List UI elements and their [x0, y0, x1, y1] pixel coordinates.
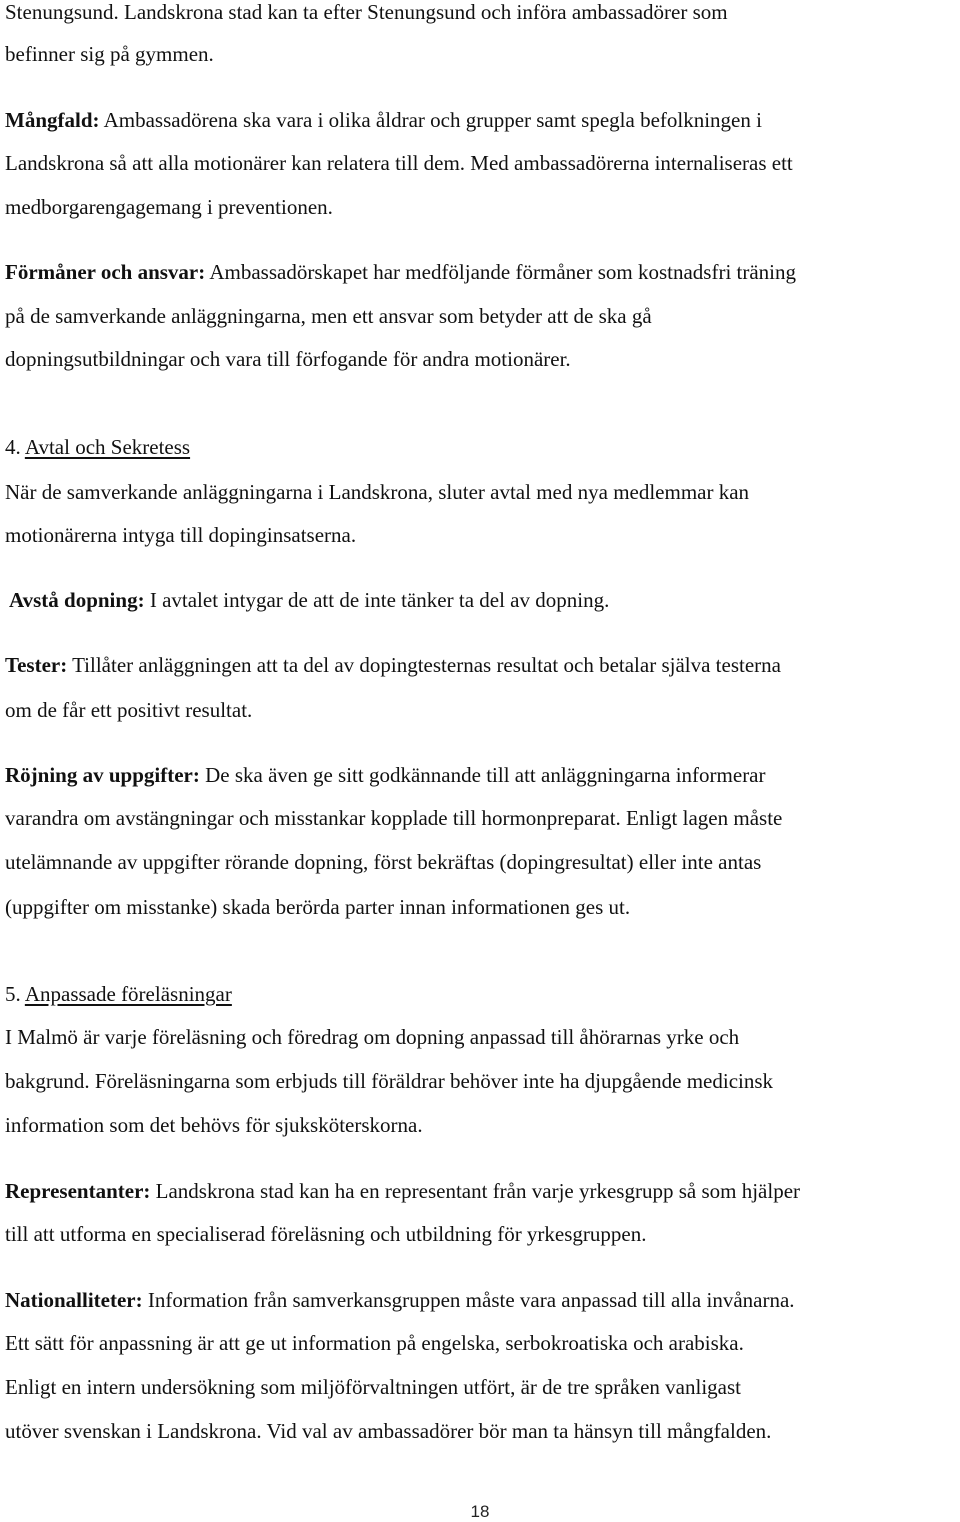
paragraph-line	[5, 765, 766, 786]
paragraph-line: utelämnande av uppgifter rörande dopning, först bekräftas (dopingresultat) eller inte antas	[5, 850, 762, 874]
paragraph-line: varandra om avstängningar och misstankar kopplade till hormonpreparat. Enligt lagen måste	[5, 806, 783, 830]
section-heading	[5, 984, 232, 1005]
paragraph-line	[5, 1181, 800, 1202]
paragraph-line: motionärerna intyga till dopinginsatserna.	[5, 523, 357, 547]
nationalliteter-heading: Nationalliteter:	[5, 1288, 143, 1312]
paragraph-line	[5, 262, 796, 283]
section-title: Anpassade föreläsningar	[24, 982, 232, 1006]
paragraph-line: om de får ett positivt resultat.	[5, 698, 253, 722]
paragraph-line: befinner sig på gymmen.	[5, 42, 214, 66]
tester-heading: Tester:	[5, 653, 68, 677]
paragraph-line: I Malmö är varje föreläsning och föredrag om dopning anpassad till åhörarnas yrke och	[5, 1025, 740, 1049]
page-number: 18	[470, 1502, 490, 1521]
paragraph-text: Tillåter anläggningen att ta del av dopingtesternas resultat och betalar själva testerna	[67, 653, 781, 677]
paragraph-text: Landskrona stad kan ha en representant från varje yrkesgrupp så som hjälper	[150, 1179, 801, 1203]
paragraph-line	[9, 590, 609, 611]
paragraph-text: Ambassadörena ska vara i olika åldrar och grupper samt spegla befolkningen i	[99, 108, 762, 132]
paragraph-line: information som det behövs för sjuksköterskorna.	[5, 1113, 423, 1137]
paragraph-text: I avtalet intygar de att de inte tänker ta del av dopning.	[144, 588, 610, 612]
mangfald-heading: Mångfald:	[5, 108, 100, 132]
paragraph-line: Stenungsund. Landskrona stad kan ta efter Stenungsund och införa ambassadörer som	[5, 0, 728, 24]
section-title: Avtal och Sekretess	[24, 435, 191, 459]
paragraph-line: till att utforma en specialiserad föreläsning och utbildning för yrkesgruppen.	[5, 1222, 647, 1246]
paragraph-text: Ambassadörskapet har medföljande förmåner som kostnadsfri träning	[205, 260, 797, 284]
section-number: 5.	[5, 982, 25, 1006]
paragraph-line: på de samverkande anläggningarna, men ett ansvar som betyder att de ska gå	[5, 304, 652, 328]
paragraph-line	[5, 1290, 795, 1311]
paragraph-text: Information från samverkansgruppen måste vara anpassad till alla invånarna.	[142, 1288, 795, 1312]
formaner-heading: Förmåner och ansvar:	[5, 260, 206, 284]
avsta-heading: Avstå dopning:	[9, 588, 145, 612]
section-number: 4.	[5, 435, 25, 459]
paragraph-line: utöver svenskan i Landskrona. Vid val av ambassadörer bör man ta hänsyn till mångfalden.	[5, 1419, 772, 1443]
paragraph-line: När de samverkande anläggningarna i Landskrona, sluter avtal med nya medlemmar kan	[5, 480, 750, 504]
paragraph-line	[5, 110, 762, 131]
rojning-heading: Röjning av uppgifter:	[5, 763, 200, 787]
paragraph-line: bakgrund. Föreläsningarna som erbjuds till föräldrar behöver inte ha djupgående medicinsk	[5, 1069, 774, 1093]
paragraph-line: Enligt en intern undersökning som miljöförvaltningen utfört, är de tre språken vanligast	[5, 1375, 741, 1399]
paragraph-text: De ska även ge sitt godkännande till att anläggningarna informerar	[199, 763, 766, 787]
paragraph-line: Ett sätt för anpassning är att ge ut information på engelska, serbokroatiska och arabiska.	[5, 1331, 744, 1355]
representanter-heading: Representanter:	[5, 1179, 151, 1203]
paragraph-line: dopningsutbildningar och vara till förfogande för andra motionärer.	[5, 347, 571, 371]
paragraph-line: Landskrona så att alla motionärer kan relatera till dem. Med ambassadörerna internaliseras ett	[5, 151, 793, 175]
paragraph-line	[5, 655, 781, 676]
paragraph-line: (uppgifter om misstanke) skada berörda parter innan informationen ges ut.	[5, 895, 631, 919]
section-heading	[5, 437, 190, 458]
paragraph-line: medborgarengagemang i preventionen.	[5, 195, 333, 219]
